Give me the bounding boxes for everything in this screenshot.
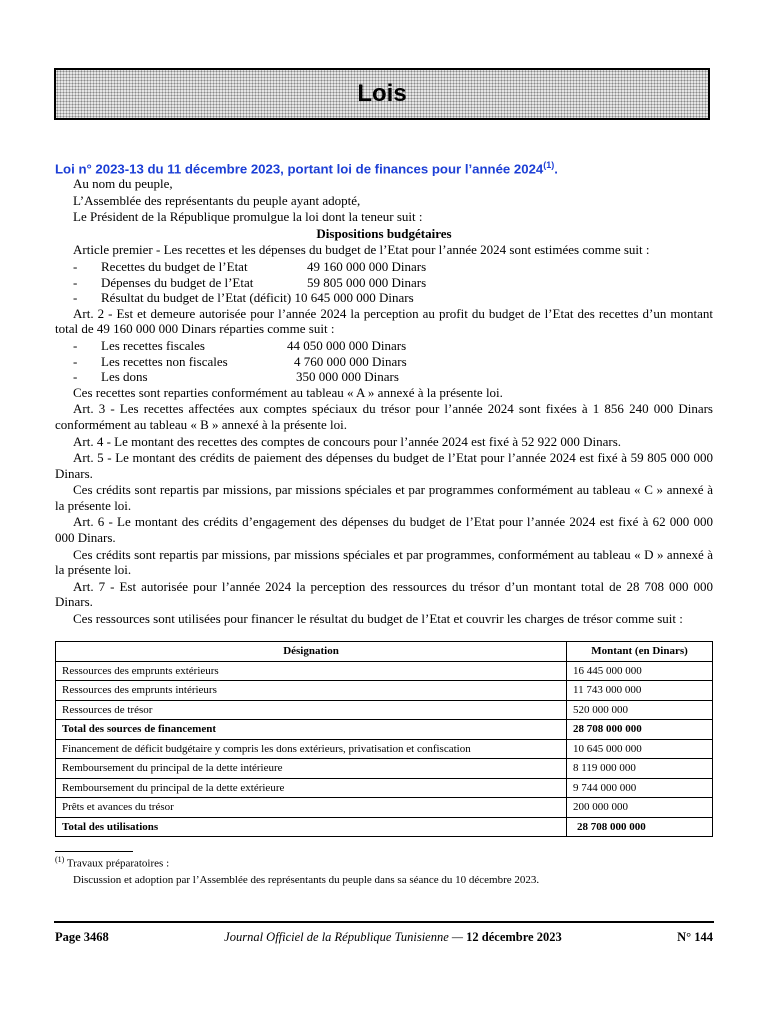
- table-cell-amount: 28 708 000 000: [567, 720, 713, 740]
- list-item-amount: 59 805 000 000 Dinars: [307, 274, 427, 290]
- list-dash: -: [73, 353, 78, 369]
- list-item: [55, 338, 713, 354]
- article-4: Art. 4 - Le montant des recettes des comptes de concours pour l’année 2024 est fixé à 52 922 000 Dinars.: [73, 433, 622, 449]
- section-heading: Dispositions budgétaires: [316, 225, 452, 241]
- list-item-amount: 49 160 000 000 Dinars: [307, 258, 427, 274]
- table-cell-label: Ressources de trésor: [56, 700, 567, 720]
- article-3: Art. 3 - Les recettes affectées aux comptes spéciaux du trésor pour l’année 2024 sont fixées à 1 856 240 000 Dinars conformément au tableau « B » annexé à la présente loi.: [55, 401, 713, 432]
- table-row: [56, 798, 713, 818]
- table-cell-label: Prêts et avances du trésor: [56, 798, 567, 818]
- list-item-amount: 4 760 000 000 Dinars: [294, 353, 407, 369]
- list-item: [55, 259, 713, 275]
- footnote-label: Travaux préparatoires :: [66, 857, 170, 870]
- table-cell-amount: 200 000 000: [567, 798, 713, 818]
- list-item-label: Résultat du budget de l’Etat (déficit): [101, 290, 292, 306]
- table-cell-amount: 8 119 000 000: [567, 759, 713, 779]
- intro-line: Au nom du peuple,: [73, 176, 173, 191]
- footnote-heading: [55, 855, 169, 870]
- article-5-note: Ces crédits sont repartis par missions, par missions spéciales et par programmes conformément au tableau « C » annexé à la présente loi.: [55, 482, 713, 513]
- table-cell-label: Remboursement du principal de la dette intérieure: [56, 759, 567, 779]
- intro-line: Le Président de la République promulgue la loi dont la teneur suit :: [73, 209, 423, 225]
- list-item-label: Les recettes fiscales: [101, 337, 205, 353]
- list-dash: -: [73, 369, 78, 385]
- table-row: [56, 700, 713, 720]
- list-dash: -: [73, 258, 78, 274]
- article-6: Art. 6 - Le montant des crédits d’engagement des dépenses du budget de l’Etat pour l’année 2024 est fixé à 62 000 000 000 Dinars.: [55, 514, 713, 546]
- list-item-amount: 44 050 000 000 Dinars: [287, 337, 407, 353]
- article-1: Article premier - Les recettes et les dépenses du budget de l’Etat pour l’année 2024 sont estimées comme suit :: [73, 242, 650, 258]
- section-title: Lois: [357, 80, 407, 107]
- table-cell-amount: 10 645 000 000: [567, 739, 713, 759]
- table-row: [56, 739, 713, 759]
- list-item-label: Les dons: [101, 369, 148, 385]
- table-cell-label: Ressources des emprunts intérieurs: [56, 681, 567, 701]
- footnote-ref: (1): [55, 855, 65, 864]
- table-cell-label: Remboursement du principal de la dette extérieure: [56, 778, 567, 798]
- page-number: Page 3468: [55, 930, 109, 944]
- table-row: [56, 778, 713, 798]
- law-title-end: .: [554, 161, 558, 177]
- table-row-total: [56, 720, 713, 740]
- financing-table: [55, 641, 713, 837]
- column-header-designation: Désignation: [56, 642, 567, 662]
- table-cell-amount: 520 000 000: [567, 700, 713, 720]
- journal-name: Journal Officiel de la République Tunisienne —: [224, 930, 464, 944]
- footnote-divider: [55, 851, 133, 852]
- law-title-text: Loi n° 2023-13 du 11 décembre 2023, portant loi de finances pour l’année 2024: [55, 161, 544, 177]
- list-dash: -: [73, 290, 78, 306]
- table-row: [56, 661, 713, 681]
- table-cell-amount: 11 743 000 000: [567, 681, 713, 701]
- list-item: [55, 354, 713, 370]
- article-7-note: Ces ressources sont utilisées pour financer le résultat du budget de l’Etat et couvrir les charges de trésor comme suit :: [73, 611, 683, 627]
- table-cell-label: Total des utilisations: [56, 817, 567, 837]
- list-item-label: Recettes du budget de l’Etat: [101, 258, 248, 274]
- section-header-box: [54, 68, 710, 120]
- list-item-amount: 350 000 000 Dinars: [296, 369, 399, 385]
- table-row: [56, 681, 713, 701]
- issue-number: N° 144: [677, 930, 713, 944]
- intro-line: L’Assemblée des représentants du peuple ayant adopté,: [73, 192, 361, 208]
- table-cell-label: Financement de déficit budgétaire y compris les dons extérieurs, privatisation et confiscation: [56, 739, 567, 759]
- list-item: [55, 275, 713, 291]
- table-cell-label: Ressources des emprunts extérieurs: [56, 661, 567, 681]
- list-item-label: Les recettes non fiscales: [101, 353, 228, 369]
- table-cell-amount: 9 744 000 000: [567, 778, 713, 798]
- table-row: [56, 759, 713, 779]
- footnote-text: Discussion et adoption par l’Assemblée des représentants du peuple dans sa séance du 10 décembre 2023.: [73, 874, 540, 886]
- law-body: [55, 176, 713, 628]
- article-5: Art. 5 - Le montant des crédits de paiement des dépenses du budget de l’Etat pour l’année 2024 est fixé à 59 805 000 000 Dinars.: [55, 450, 713, 481]
- table-row-total: [56, 817, 713, 837]
- article-2-note: Ces recettes sont reparties conformément au tableau « A » annexé à la présente loi.: [73, 384, 503, 400]
- law-title: [55, 160, 715, 176]
- list-item: [55, 369, 713, 385]
- law-title-footnote-ref: (1): [543, 160, 555, 170]
- table-header-row: [56, 642, 713, 662]
- article-2: Art. 2 - Est et demeure autorisée pour l’année 2024 la perception au profit du budget de l’Etat des recettes d’un montant total de 49 160 000 000 Dinars réparties comme suit :: [55, 305, 713, 337]
- article-6-note: Ces crédits sont repartis par missions, par missions spéciales et par programmes, conformément au tableau « D » annexé à la présente loi.: [55, 546, 713, 578]
- journal-title: [224, 930, 562, 945]
- table-cell-label: Total des sources de financement: [56, 720, 567, 740]
- page-footer: [55, 930, 713, 945]
- article-7: Art. 7 - Est autorisée pour l’année 2024 la perception des ressources du trésor d’un montant total de 28 708 000 000 Dinars.: [55, 578, 713, 610]
- list-item-amount: 10 645 000 000 Dinars: [294, 290, 414, 306]
- list-dash: -: [73, 274, 78, 290]
- table-cell-amount: 28 708 000 000: [567, 817, 713, 837]
- list-dash: -: [73, 337, 78, 353]
- footer-divider: [54, 921, 714, 923]
- list-item-label: Dépenses du budget de l’Etat: [101, 274, 254, 290]
- table-cell-amount: 16 445 000 000: [567, 661, 713, 681]
- column-header-amount: Montant (en Dinars): [567, 642, 713, 662]
- list-item: [55, 290, 713, 306]
- journal-date: 12 décembre 2023: [466, 930, 562, 944]
